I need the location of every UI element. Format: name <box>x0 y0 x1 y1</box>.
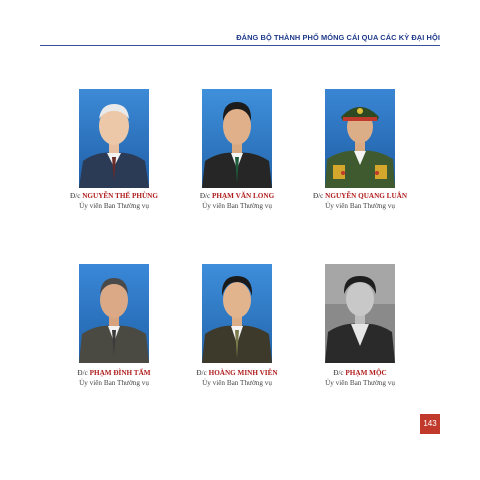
member-title-prefix: Đ/c <box>333 369 344 377</box>
portrait-photo-6 <box>325 264 395 363</box>
member-role: Ủy viên Ban Thường vụ <box>202 379 272 387</box>
member-caption-3 <box>290 191 430 211</box>
member-title-prefix: Đ/c <box>312 192 324 200</box>
member-title-prefix: Đ/c <box>196 369 207 377</box>
member-caption-2 <box>167 191 307 211</box>
member-caption-4 <box>44 368 184 388</box>
page-header-title: ĐẢNG BỘ THÀNH PHỐ MÓNG CÁI QUA CÁC KỲ ĐẠI HỘI <box>236 33 440 42</box>
member-role: Ủy viên Ban Thường vụ <box>202 202 272 210</box>
portrait-photo-5 <box>202 264 272 363</box>
portrait-photo-3 <box>325 89 395 188</box>
member-name: PHẠM ĐÌNH TẤM <box>89 369 151 377</box>
member-caption-5 <box>167 368 307 388</box>
member-title-prefix: Đ/c <box>199 192 211 200</box>
member-role: Ủy viên Ban Thường vụ <box>325 202 395 210</box>
member-role: Ủy viên Ban Thường vụ <box>79 379 149 387</box>
member-name: HOÀNG MINH VIÊN <box>208 369 278 377</box>
member-name: NGUYỄN QUANG LUÂN <box>325 192 408 200</box>
member-role: Ủy viên Ban Thường vụ <box>79 202 149 210</box>
member-name: PHẠM MỘC <box>345 369 387 377</box>
page-number: 143 <box>420 414 440 434</box>
portrait-photo-1 <box>79 89 149 188</box>
member-title-prefix: Đ/c <box>70 192 81 200</box>
member-caption-6 <box>290 368 430 388</box>
member-name: PHẠM VĂN LONG <box>212 192 275 200</box>
portrait-photo-4 <box>79 264 149 363</box>
member-caption-1 <box>44 191 184 211</box>
member-title-prefix: Đ/c <box>77 369 88 377</box>
header-divider <box>40 45 440 46</box>
member-role: Ủy viên Ban Thường vụ <box>325 379 395 387</box>
member-name: NGUYỄN THẾ PHÙNG <box>82 192 158 200</box>
portrait-photo-2 <box>202 89 272 188</box>
